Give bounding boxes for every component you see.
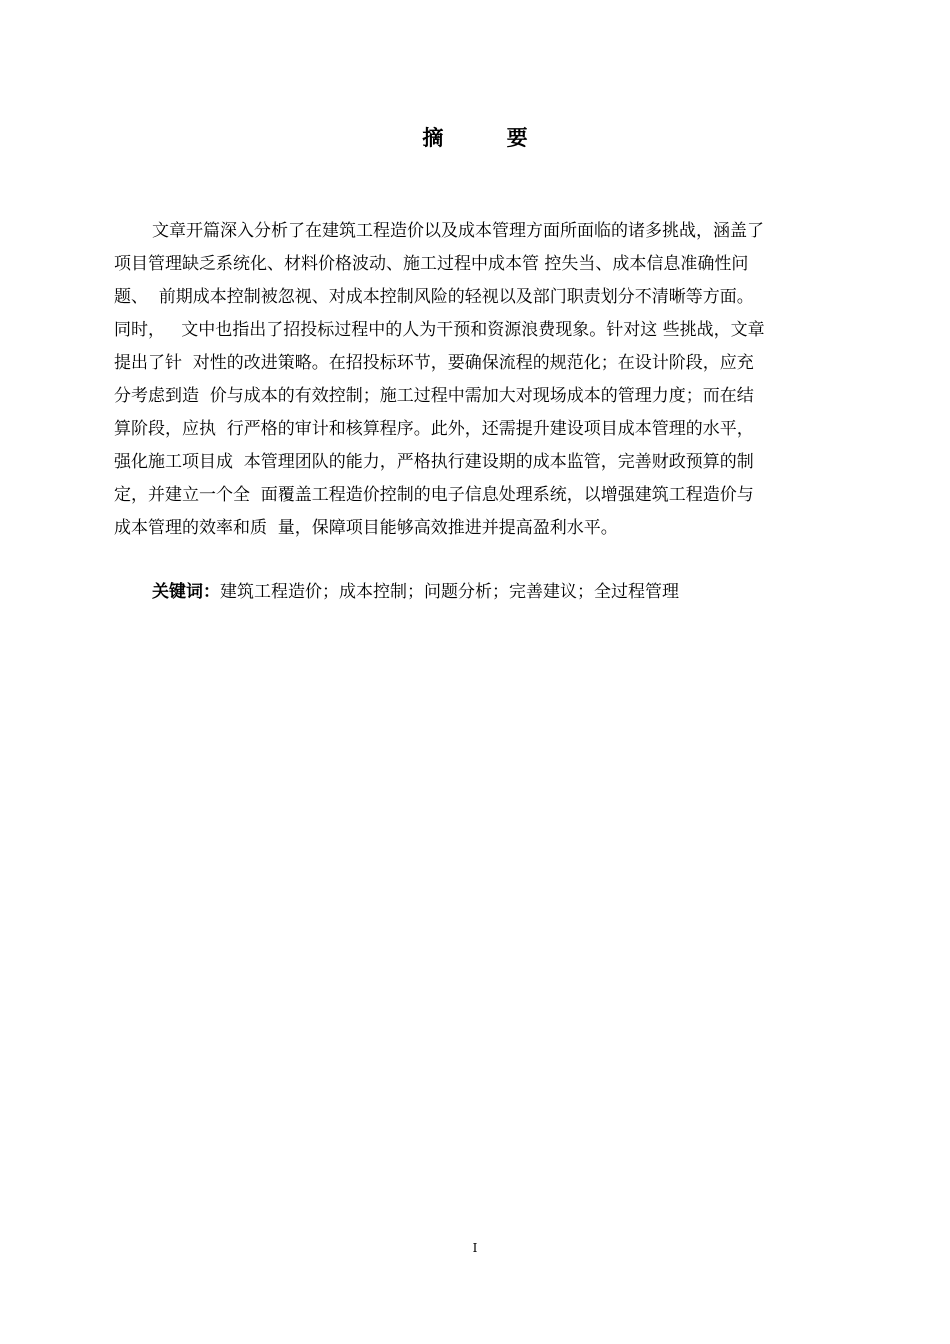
abstract-body (114, 215, 854, 545)
abstract-line: 题、 前期成本控制被忽视、对成本控制风险的轻视以及部门职责划分不清晰等方面。 (114, 287, 754, 307)
abstract-line: 算阶段，应执 行严格的审计和核算程序。此外，还需提升建设项目成本管理的水平， (114, 419, 754, 439)
abstract-line: 强化施工项目成 本管理团队的能力，严格执行建设期的成本监管，完善财政预算的制 (114, 452, 754, 472)
page-number: I (472, 1241, 478, 1255)
abstract-line: 同时， 文中也指出了招投标过程中的人为干预和资源浪费现象。针对这 些挑战，文章 (114, 320, 765, 340)
keywords-label: 关键词： (152, 582, 220, 602)
abstract-line: 分考虑到造 价与成本的有效控制；施工过程中需加大对现场成本的管理力度；而在结 (114, 386, 754, 406)
abstract-line: 提出了针 对性的改进策略。在招投标环节，要确保流程的规范化；在设计阶段，应充 (114, 353, 754, 373)
abstract-line: 文章开篇深入分析了在建筑工程造价以及成本管理方面所面临的诸多挑战，涵盖了 (152, 221, 764, 241)
abstract-line: 项目管理缺乏系统化、材料价格波动、施工过程中成本管 控失当、成本信息准确性问 (114, 254, 749, 274)
abstract-line: 定，并建立一个全 面覆盖工程造价控制的电子信息处理系统，以增强建筑工程造价与 (114, 485, 754, 505)
keywords-line (152, 576, 852, 609)
keywords-text: 建筑工程造价；成本控制；问题分析；完善建议；全过程管理 (220, 582, 679, 602)
page-title: 摘 要 (422, 126, 556, 150)
abstract-line: 成本管理的效率和质 量，保障项目能够高效推进并提高盈利水平。 (114, 518, 618, 538)
